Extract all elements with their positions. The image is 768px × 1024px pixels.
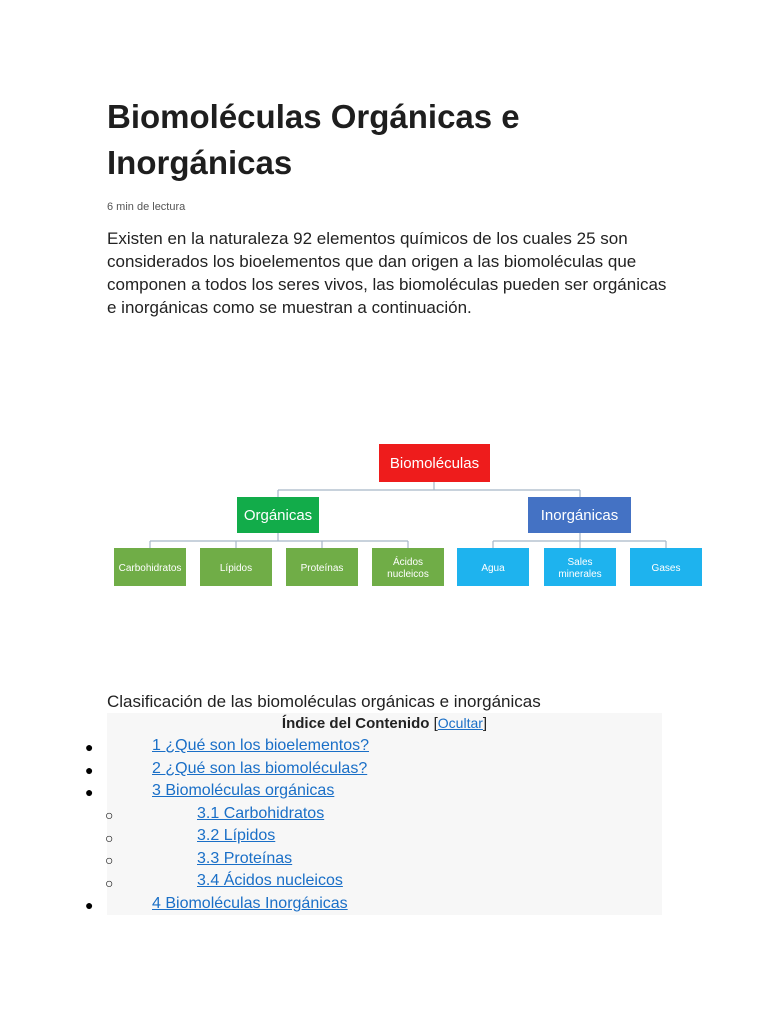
node-inorganicas-label: Inorgánicas bbox=[540, 507, 619, 524]
node-agua-label: Agua bbox=[481, 563, 505, 574]
toc-item-2 bbox=[152, 759, 367, 779]
biomolecules-diagram bbox=[112, 345, 708, 687]
toc-link[interactable]: 3.2 Lípidos bbox=[197, 827, 276, 844]
node-label-line: nucleicos bbox=[387, 569, 429, 580]
node-carbohidratos-label: Carbohidratos bbox=[118, 563, 182, 574]
toc-item-4 bbox=[152, 894, 348, 914]
toc-link[interactable]: 1 ¿Qué son los bioelementos? bbox=[152, 737, 370, 754]
node-acidos-nucleicos-label bbox=[387, 555, 429, 580]
node-label-line: Sales bbox=[567, 557, 593, 568]
intro-paragraph: Existen en la naturaleza 92 elementos químicos de los cuales 25 son considerados los bioelementos que dan origen a las biomoléculas que componen a todos los seres vivos, las biomoléculas pueden ser orgánicas e inorgánicas como se muestran a continuación. bbox=[107, 229, 667, 317]
toc-subbullet: ○ bbox=[105, 807, 114, 823]
page-title: Biomoléculas Orgánicas e Inorgánicas bbox=[107, 98, 520, 181]
toc-bracket-close: ] bbox=[482, 715, 488, 732]
table-of-contents bbox=[85, 713, 662, 915]
node-biomoleculas-label: Biomoléculas bbox=[389, 455, 480, 472]
toc-heading-row bbox=[107, 715, 662, 732]
toc-heading: Índice del Contenido bbox=[281, 715, 430, 732]
node-gases-label: Gases bbox=[651, 563, 681, 574]
node-lipidos-label: Lípidos bbox=[219, 563, 253, 574]
toc-subbullet: ○ bbox=[105, 875, 114, 891]
toc-link[interactable]: 4 Biomoléculas Inorgánicas bbox=[152, 895, 348, 912]
toc-item-3 bbox=[152, 781, 334, 801]
toc-subbullet: ○ bbox=[105, 852, 114, 868]
reading-time: 6 min de lectura bbox=[107, 201, 186, 213]
toc-bullet: ● bbox=[85, 762, 94, 778]
toc-bullet: ● bbox=[85, 739, 94, 755]
toc-item-3-4 bbox=[197, 871, 343, 891]
diagram-svg bbox=[112, 345, 708, 687]
figure-caption: Clasificación de las biomoléculas orgánicas e inorgánicas bbox=[107, 692, 541, 711]
toc-link[interactable]: 3.3 Proteínas bbox=[197, 850, 293, 867]
toc-hide-link[interactable]: Ocultar bbox=[437, 715, 483, 731]
toc-item-3-2 bbox=[197, 826, 275, 846]
toc-link[interactable]: 3 Biomoléculas orgánicas bbox=[152, 782, 335, 799]
toc-bracket-open: [ bbox=[433, 715, 438, 732]
node-organicas-label: Orgánicas bbox=[243, 507, 313, 524]
toc-item-3-3 bbox=[197, 849, 292, 869]
toc-subbullet: ○ bbox=[105, 830, 114, 846]
toc-link[interactable]: 3.1 Carbohidratos bbox=[197, 805, 325, 822]
toc-bullet: ● bbox=[85, 784, 94, 800]
toc-item-3-1 bbox=[197, 804, 324, 824]
node-label-line: minerales bbox=[558, 569, 602, 580]
toc-link[interactable]: 3.4 Ácidos nucleicos bbox=[197, 872, 343, 889]
toc-link[interactable]: 2 ¿Qué son las biomoléculas? bbox=[152, 760, 368, 777]
toc-item-1 bbox=[152, 736, 369, 756]
toc-bullet: ● bbox=[85, 897, 94, 913]
node-label-line: Ácidos bbox=[392, 557, 424, 568]
node-proteinas-label: Proteínas bbox=[300, 563, 344, 574]
